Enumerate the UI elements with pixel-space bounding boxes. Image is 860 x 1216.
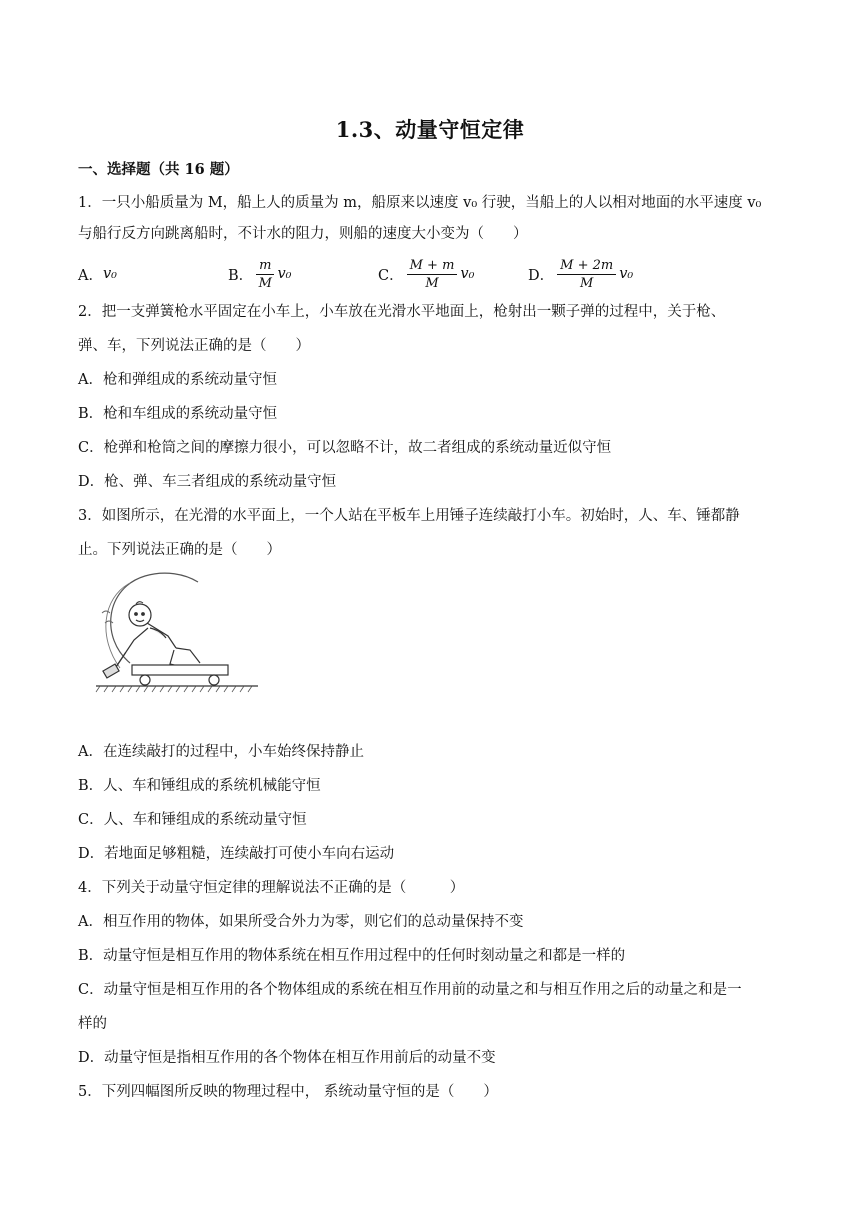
q3-option-d: D．若地面足够粗糙，连续敲打可使小车向右运动 [78, 846, 395, 862]
q1-stem-line-2: 与船行反方向跳离船时，不计水的阻力，则船的速度大小变为（ ） [78, 226, 528, 242]
q4-option-c-line-1: C．动量守恒是相互作用的各个物体组成的系统在相互作用前的动量之和与相互作用之后的动量之和是一 [78, 982, 742, 998]
q1-option-d [528, 254, 633, 294]
q3-option-b: B．人、车和锤组成的系统机械能守恒 [78, 778, 321, 794]
q1-option-c-numerator: M + m [407, 258, 458, 275]
q1-option-b-denominator: M [258, 275, 272, 291]
q1-option-a-value: v₀ [102, 266, 117, 282]
q1-option-c [378, 254, 474, 294]
q1-option-d-letter: D． [528, 267, 555, 284]
q1-option-a-letter: A． [78, 267, 103, 284]
q1-option-d-fraction [557, 258, 616, 291]
q1-option-d-tail: v₀ [619, 266, 634, 282]
q2-option-a: A．枪和弹组成的系统动量守恒 [78, 372, 277, 388]
q4-option-b: B．动量守恒是相互作用的物体系统在相互作用过程中的任何时刻动量之和都是一样的 [78, 948, 626, 964]
q1-option-d-numerator: M + 2m [557, 258, 616, 275]
q1-option-c-tail: v₀ [460, 266, 475, 282]
q4-option-a: A．相互作用的物体，如果所受合外力为零，则它们的总动量保持不变 [78, 914, 524, 930]
q2-stem-line-1: 2．把一支弹簧枪水平固定在小车上，小车放在光滑水平地面上，枪射出一颗子弹的过程中，关于枪、 [78, 304, 726, 320]
q1-option-c-denominator: M [425, 275, 439, 291]
section-heading: 一、选择题（共 16 题） [78, 161, 239, 178]
q1-option-a [78, 254, 117, 294]
q3-figure-person-hammering-cart [90, 568, 260, 693]
q1-option-b-fraction [256, 258, 274, 291]
q1-option-b [228, 254, 292, 294]
q3-option-c: C．人、车和锤组成的系统动量守恒 [78, 812, 307, 828]
q4-option-d: D．动量守恒是指相互作用的各个物体在相互作用前后的动量不变 [78, 1050, 496, 1066]
q1-option-b-tail: v₀ [277, 266, 292, 282]
q1-options [78, 254, 778, 294]
q2-stem-line-2: 弹、车，下列说法正确的是（ ） [78, 338, 310, 354]
q3-option-a: A．在连续敲打的过程中，小车始终保持静止 [78, 744, 364, 760]
q1-option-b-numerator: m [256, 258, 274, 275]
q3-stem-line-2: 止。下列说法正确的是（ ） [78, 542, 281, 558]
page-title: 1.3、动量守恒定律 [335, 117, 525, 142]
q2-option-d: D．枪、弹、车三者组成的系统动量守恒 [78, 474, 337, 490]
q1-option-d-denominator: M [580, 275, 594, 291]
q1-option-c-letter: C． [378, 267, 404, 284]
q4-stem: 4．下列关于动量守恒定律的理解说法不正确的是（ ） [78, 880, 465, 896]
q5-stem: 5．下列四幅图所反映的物理过程中， 系统动量守恒的是（ ） [78, 1084, 498, 1100]
q2-option-c: C．枪弹和枪筒之间的摩擦力很小，可以忽略不计，故二者组成的系统动量近似守恒 [78, 440, 612, 456]
q1-option-c-fraction [407, 258, 458, 291]
q2-option-b: B．枪和车组成的系统动量守恒 [78, 406, 278, 422]
q4-option-c-line-2: 样的 [78, 1016, 107, 1032]
q1-option-b-letter: B． [228, 267, 254, 284]
q1-stem-line-1: 1．一只小船质量为 M，船上人的质量为 m，船原来以速度 v₀ 行驶，当船上的人以相对地面的水平速度 v₀ [78, 195, 762, 211]
q3-stem-line-1: 3．如图所示，在光滑的水平面上，一个人站在平板车上用锤子连续敲打小车。初始时，人、车、锤都静 [78, 508, 740, 524]
